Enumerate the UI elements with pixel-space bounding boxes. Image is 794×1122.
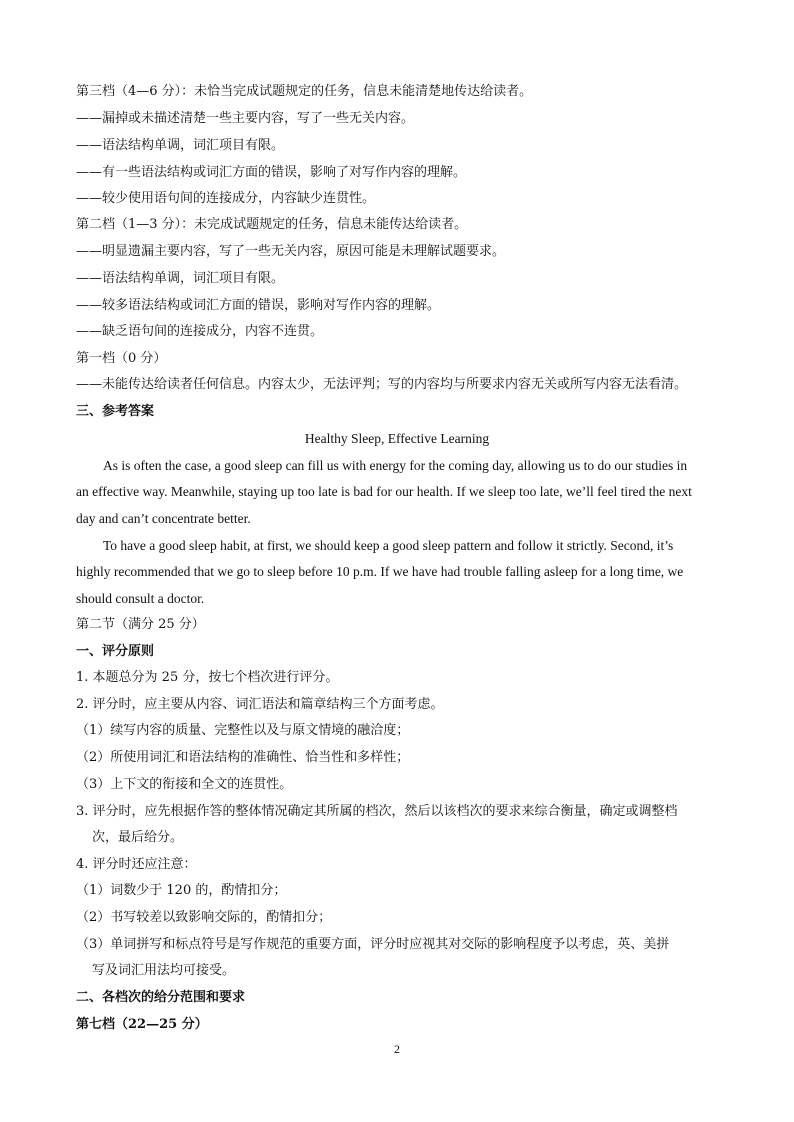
grade-1-item-1: ——未能传达给读者任何信息。内容太少，无法评判；写的内容均与所要求内容无关或所写内容无法看清。 [76, 377, 688, 392]
essay-title: Healthy Sleep, Effective Learning [304, 431, 490, 446]
principle-2: 2. 评分时，应主要从内容、词汇语法和篇章结构三个方面考虑。 [76, 697, 444, 712]
essay-p1-line-3: day and can’t concentrate better. [76, 511, 251, 526]
grade-2-item-2: ——语法结构单调，词汇项目有限。 [76, 271, 285, 286]
grade-ranges-heading: 二、各档次的给分范围和要求 [76, 990, 246, 1005]
principle-4-sub-3-cont: 写及词汇用法均可接受。 [92, 963, 236, 978]
principle-3: 3. 评分时，应先根据作答的整体情况确定其所属的档次，然后以该档次的要求来综合衡量，确定或调整档 [76, 804, 678, 819]
grade-3-item-4: ——较少使用语句间的连接成分，内容缺少连贯性。 [76, 191, 376, 206]
principle-2-sub-1: （1）续写内容的质量、完整性以及与原文情境的融洽度； [76, 723, 410, 738]
principle-2-sub-3: （3）上下文的衔接和全文的连贯性。 [76, 777, 293, 792]
grade-3-item-2: ——语法结构单调，词汇项目有限。 [76, 138, 285, 153]
grade-2-item-4: ——缺乏语句间的连接成分，内容不连贯。 [76, 324, 324, 339]
grade-1-heading: 第一档（0 分） [76, 351, 167, 366]
principle-4-sub-2: （2）书写较差以致影响交际的，酌情扣分； [76, 910, 332, 925]
essay-p1-line-1: As is often the case, a good sleep can fill us with energy for the coming day, allowing us to do our studies in [103, 458, 688, 473]
grade-2-item-3: ——较多语法结构或词汇方面的错误，影响对写作内容的理解。 [76, 298, 441, 313]
grade-3-heading: 第三档（4—6 分）：未恰当完成试题规定的任务，信息未能清楚地传达给读者。 [76, 84, 533, 99]
grade-3-item-1: ——漏掉或未描述清楚一些主要内容，写了一些无关内容。 [76, 111, 415, 126]
part-two-heading: 第二节（满分 25 分） [76, 617, 205, 632]
page-number: 2 [394, 1042, 400, 1056]
essay-p2-line-2: highly recommended that we go to sleep before 10 p.m. If we have had trouble falling asleep for a long time, we [76, 564, 684, 579]
grade-2-item-1: ——明显遗漏主要内容，写了一些无关内容，原因可能是未理解试题要求。 [76, 244, 506, 259]
essay-p1-line-2: an effective way. Meanwhile, staying up too late is bad for our health. If we sleep too late, we’ll feel tired the next [76, 484, 692, 499]
principle-2-sub-2: （2）所使用词汇和语法结构的准确性、恰当性和多样性； [76, 750, 410, 765]
grade-7-heading: 第七档（22—25 分） [76, 1017, 208, 1032]
essay-p2-line-3: should consult a doctor. [76, 591, 205, 606]
principle-3-cont: 次，最后给分。 [92, 830, 184, 845]
principle-4: 4. 评分时还应注意： [76, 857, 197, 872]
scoring-principles-heading: 一、评分原则 [76, 644, 155, 659]
grade-3-item-3: ——有一些语法结构或词汇方面的错误，影响了对写作内容的理解。 [76, 165, 467, 180]
section-reference-answer: 三、参考答案 [76, 404, 155, 419]
principle-4-sub-3: （3）单词拼写和标点符号是写作规范的重要方面，评分时应视其对交际的影响程度予以考虑，英、美拼 [76, 937, 670, 952]
essay-p2-line-1: To have a good sleep habit, at first, we should keep a good sleep pattern and follow it strictly. Second, it’s [103, 538, 674, 553]
principle-1: 1. 本题总分为 25 分，按七个档次进行评分。 [76, 670, 339, 685]
grade-2-heading: 第二档（1—3 分）：未完成试题规定的任务，信息未能传达给读者。 [76, 217, 468, 232]
principle-4-sub-1: （1）词数少于 120 的，酌情扣分； [76, 883, 287, 898]
